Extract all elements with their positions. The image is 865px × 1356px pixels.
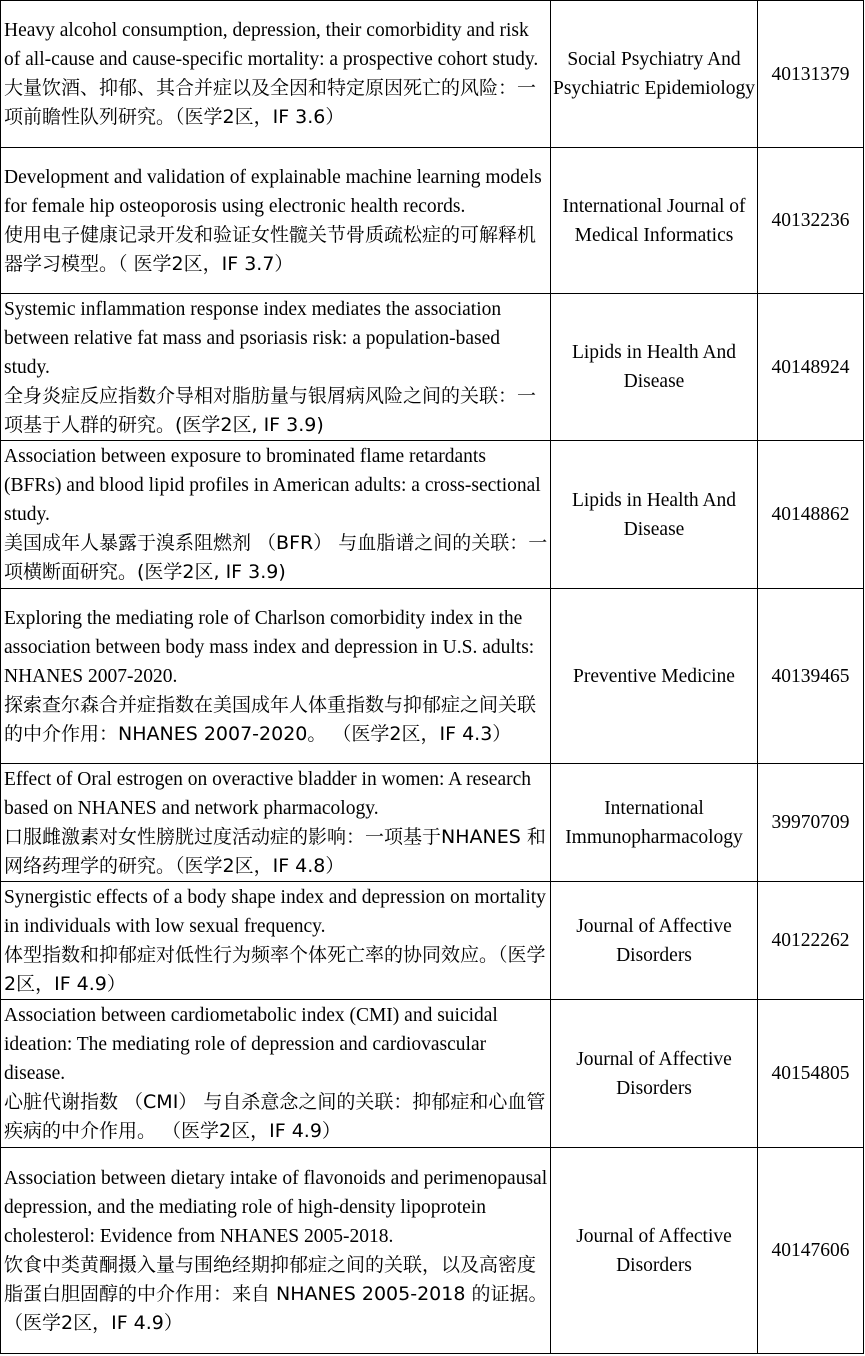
journal-name: Journal of Affective Disorders <box>551 882 758 1000</box>
title-english: Effect of Oral estrogen on overactive bladder in women: A research based on NHANES and network pharmacology. <box>4 768 532 819</box>
title-chinese: 体型指数和抑郁症对低性行为频率个体死亡率的协同效应。（医学2区，IF 4.9） <box>4 943 546 995</box>
pmid: 40154805 <box>758 1000 864 1148</box>
journal-name: Journal of Affective Disorders <box>551 1148 758 1354</box>
article-title-cell <box>1 589 551 764</box>
article-title-cell <box>1 1148 551 1354</box>
title-english: Systemic inflammation response index mediates the association between relative fat mass and psoriasis risk: a population-based study. <box>4 298 502 378</box>
table-row <box>1 764 864 882</box>
pmid: 40148924 <box>758 294 864 441</box>
table-row <box>1 589 864 764</box>
title-chinese: 大量饮酒、抑郁、其合并症以及全因和特定原因死亡的风险：一项前瞻性队列研究。（医学2区，IF 3.6） <box>4 77 537 128</box>
title-english: Association between dietary intake of flavonoids and perimenopausal depression, and the mediating role of high-density lipoprotein cholesterol: Evidence from NHANES 2005-2018. <box>4 1167 548 1247</box>
table-row <box>1 441 864 589</box>
pmid: 40139465 <box>758 589 864 764</box>
title-chinese: 口服雌激素对女性膀胱过度活动症的影响：一项基于NHANES 和网络药理学的研究。（医学2区，IF 4.8） <box>4 825 546 877</box>
journal-name: Lipids in Health And Disease <box>551 441 758 589</box>
pmid: 40147606 <box>758 1148 864 1354</box>
table-row <box>1 1148 864 1354</box>
title-chinese: 心脏代谢指数 （CMI） 与自杀意念之间的关联：抑郁症和心血管疾病的中介作用。 （医学2区，IF 4.9） <box>4 1091 546 1142</box>
article-title-cell <box>1 764 551 882</box>
title-english: Heavy alcohol consumption, depression, their comorbidity and risk of all-cause and cause-specific mortality: a prospective cohort study. <box>4 20 539 70</box>
table-row <box>1 1000 864 1148</box>
journal-name: Social Psychiatry And Psychiatric Epidemiology <box>551 1 758 148</box>
article-title-cell <box>1 148 551 294</box>
pmid: 40122262 <box>758 882 864 1000</box>
table-row <box>1 882 864 1000</box>
pmid: 40131379 <box>758 1 864 148</box>
table-row <box>1 148 864 294</box>
journal-name: Lipids in Health And Disease <box>551 294 758 441</box>
title-chinese: 全身炎症反应指数介导相对脂肪量与银屑病风险之间的关联：一项基于人群的研究。(医学2区, IF 3.9) <box>4 384 537 436</box>
article-title-cell <box>1 1 551 148</box>
title-english: Association between cardiometabolic index (CMI) and suicidal ideation: The mediating role of depression and cardiovascular disease. <box>4 1005 498 1084</box>
article-title-cell <box>1 441 551 589</box>
journal-name: International Immunopharmacology <box>551 764 758 882</box>
journal-name: Journal of Affective Disorders <box>551 1000 758 1148</box>
table-body <box>1 1 864 1354</box>
journal-name: International Journal of Medical Informatics <box>551 148 758 294</box>
pmid: 40148862 <box>758 441 864 589</box>
table-row <box>1 1 864 148</box>
title-english: Exploring the mediating role of Charlson comorbidity index in the association between body mass index and depression in U.S. adults: NHANES 2007-2020. <box>4 607 535 687</box>
title-chinese: 使用电子健康记录开发和验证女性髋关节骨质疏松症的可解释机器学习模型。（ 医学2区，IF 3.7） <box>4 223 537 275</box>
title-chinese: 探索查尔森合并症指数在美国成年人体重指数与抑郁症之间关联的中介作用：NHANES 2007-2020。 （医学2区，IF 4.3） <box>4 693 537 745</box>
title-chinese: 美国成年人暴露于溴系阻燃剂 （BFR） 与血脂谱之间的关联：一项横断面研究。(医学2区, IF 3.9) <box>4 532 548 583</box>
article-title-cell <box>1 882 551 1000</box>
table-row <box>1 294 864 441</box>
pmid: 39970709 <box>758 764 864 882</box>
article-title-cell <box>1 1000 551 1148</box>
journal-name: Preventive Medicine <box>551 589 758 764</box>
title-english: Development and validation of explainable machine learning models for female hip osteoporosis using electronic health records. <box>4 166 542 217</box>
title-chinese: 饮食中类黄酮摄入量与围绝经期抑郁症之间的关联，以及高密度脂蛋白胆固醇的中介作用：来自 NHANES 2005-2018 的证据。 （医学2区，IF 4.9） <box>4 1253 548 1334</box>
pmid: 40132236 <box>758 148 864 294</box>
title-english: Association between exposure to brominated flame retardants (BFRs) and blood lipid profiles in American adults: a cross-sectional study. <box>4 446 541 525</box>
article-title-cell <box>1 294 551 441</box>
title-english: Synergistic effects of a body shape index and depression on mortality in individuals with low sexual frequency. <box>4 886 546 937</box>
